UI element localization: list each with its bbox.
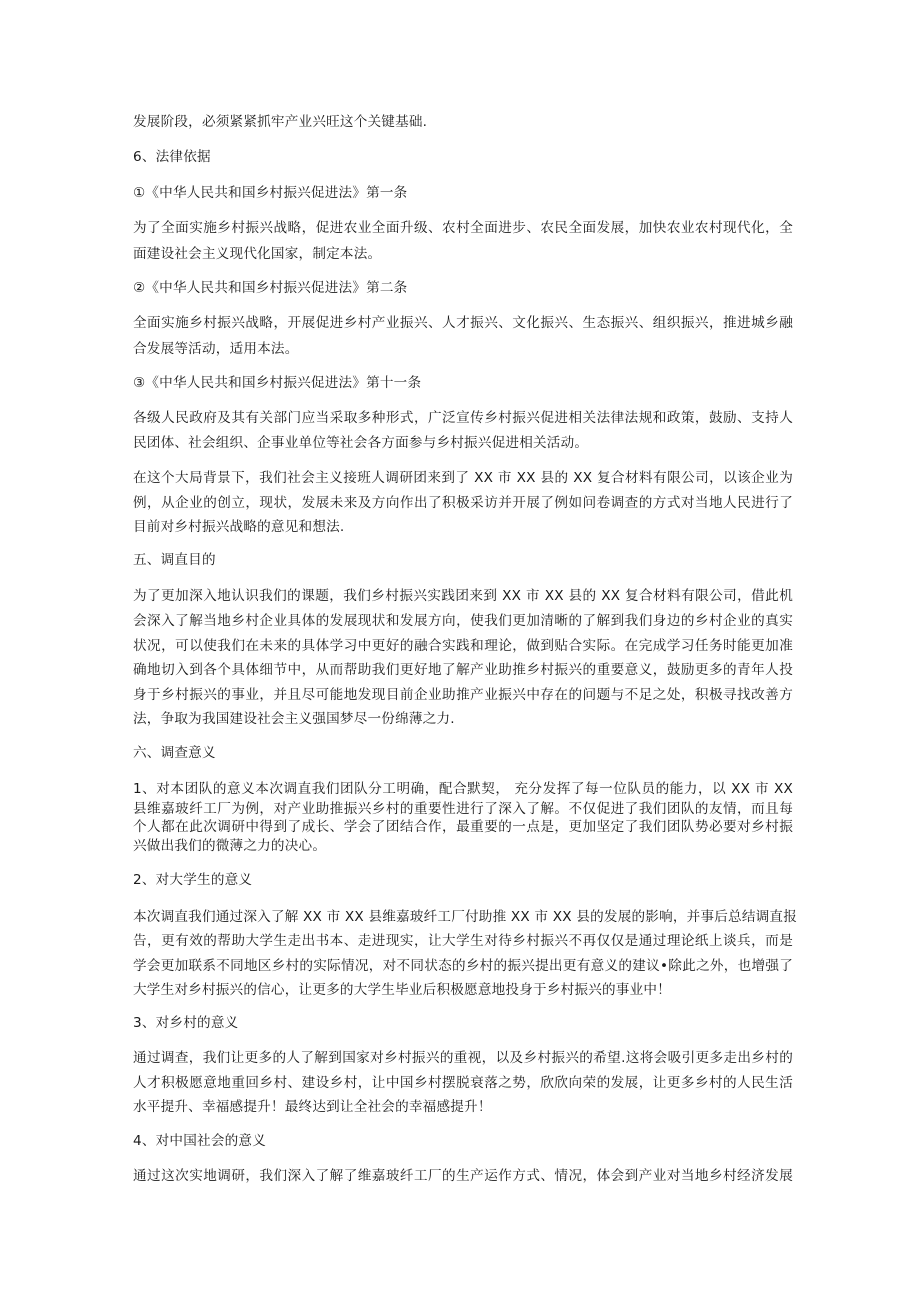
text-line: 水平提升、幸福感提升！最终达到让全社会的幸福感提升！	[133, 1099, 492, 1115]
text-line: 合发展等活动，适用本法。	[133, 341, 299, 357]
text-line: 身于乡村振兴的事业，并且尽可能地发现目前企业助推产业振兴中存在的问题与不足之处，积极寻找改善方	[133, 687, 793, 703]
subsection-heading: 4、对中国社会的意义	[133, 1133, 266, 1149]
text-line: 1、对本团队的意义本次调直我们团队分工明确，配合默契， 充分发挥了每一位队员的能力，以 XX 市 XX	[133, 781, 793, 797]
text-line: 告，更有效的帮助大学生走出书本、走进现实，让大学生对待乡村振兴不再仅仅是通过理论纸上谈兵，而是	[133, 933, 793, 949]
text-line: 个人都在此次调研中得到了成长、学会了团结合作，最重要的一点是，更加坚定了我们团队势必要对乡村振	[133, 819, 793, 835]
subsection-heading: 2、对大学生的意义	[133, 872, 253, 888]
section-heading: 五、调直目的	[133, 552, 216, 568]
text-line: 为了全面实施乡村振兴战略，促进农业全面升级、农村全面进步、农民全面发展，加快农业农村现代化，全	[133, 220, 793, 236]
text-line: 发展阶段，必须紧紧抓牢产业兴旺这个关键基础.	[133, 114, 428, 130]
law-article-heading: ②《中华人民共和国乡村振兴促进法》第二条	[133, 280, 408, 296]
text-line: 会深入了解当地乡村企业具体的发展现状和发展方向，使我们更加清晰的了解到我们身边的乡村企业的真实	[133, 613, 793, 629]
text-line: 例，从企业的创立，现状，发展未来及方向作出了积极采访并开展了例如问卷调查的方式对当地人民进行了	[133, 495, 793, 511]
text-line: 通过调查，我们让更多的人了解到国家对乡村振兴的重视，以及乡村振兴的希望.这将会吸引更多走出乡村的	[133, 1050, 793, 1066]
text-line: 全面实施乡村振兴战略，开展促进乡村产业振兴、人才振兴、文化振兴、生态振兴、组织振兴，推进城乡融	[133, 315, 793, 331]
text-line: 民团体、社会组织、企事业单位等社会各方面参与乡村振兴促进相关活动。	[133, 435, 589, 451]
text-line: 人才积极愿意地重回乡村、建设乡村，让中国乡村摆脱衰落之势，欣欣向荣的发展，让更多乡村的人民生活	[133, 1075, 793, 1091]
text-line: 确地切入到各个具体细节中，从而帮助我们更好地了解产业助推乡村振兴的重要意义，鼓励更多的青年人投	[133, 662, 793, 678]
text-line: 大学生对乡村振兴的信心，让更多的大学生毕业后积极愿意地投身于乡村振兴的事业中！	[133, 982, 671, 998]
text-line: 通过这次实地调研，我们深入了解了维嘉玻纤工厂的生产运作方式、情况，体会到产业对当地乡村经济发展	[133, 1168, 793, 1184]
text-line: 在这个大局背景下，我们社会主义接班人调研团来到了 XX 市 XX 县的 XX 复合材料有限公司，以该企业为	[133, 470, 793, 486]
law-article-heading: ①《中华人民共和国乡村振兴促进法》第一条	[133, 185, 408, 201]
text-line: 县维嘉玻纤工厂为例，对产业助推振兴乡村的重要性进行了深入了解。不仅促进了我们团队的友情，而且每	[133, 801, 793, 817]
law-article-heading: ③《中华人民共和国乡村振兴促进法》第十一条	[133, 375, 422, 391]
text-line: 为了更加深入地认识我们的课题，我们乡村振兴实践团来到 XX 市 XX 县的 XX 复合材料有限公司，借此机	[133, 588, 793, 604]
text-line: 各级人民政府及其有关部门应当采取多种形式，广泛宣传乡村振兴促进相关法律法规和政策，鼓励、支持人	[133, 410, 793, 426]
text-line: 面建设社会主义现代化国家，制定本法。	[133, 246, 382, 262]
text-line: 法，争取为我国建设社会主义强国梦尽一份绵薄之力.	[133, 711, 455, 727]
text-line: 目前对乡村振兴战略的意见和想法.	[133, 519, 345, 535]
section-heading: 六、调查意义	[133, 745, 216, 761]
section-heading: 6、法律依据	[133, 149, 211, 165]
text-line: 状况，可以使我们在未来的具体学习中更好的融合实践和理论，做到贴合实际。在完成学习任务时能更加准	[133, 638, 793, 654]
text-line: 本次调直我们通过深入了解 XX 市 XX 县维嘉玻纤工厂付助推 XX 市 XX 县的发展的影响，并事后总结调直报	[133, 909, 798, 925]
text-line: 学会更加联系不同地区乡村的实际情况，对不同状态的乡村的振兴提出更有意义的建议•除此之外，也增强了	[133, 958, 793, 974]
text-line: 兴做出我们的微薄之力的决心。	[133, 838, 327, 854]
subsection-heading: 3、对乡村的意义	[133, 1015, 239, 1031]
